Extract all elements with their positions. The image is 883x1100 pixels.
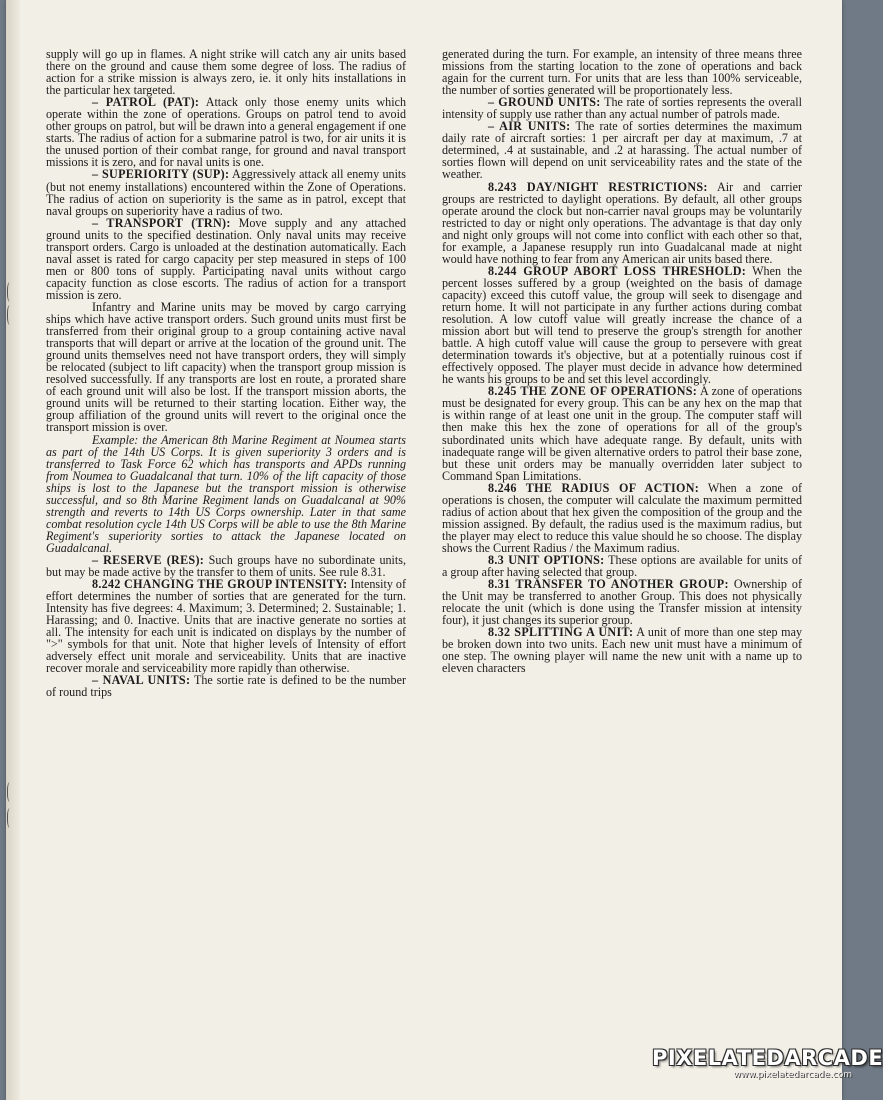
section-heading: 8.31 TRANSFER TO ANOTHER GROUP: <box>488 577 729 592</box>
rule-heading: – GROUND UNITS: <box>488 95 601 110</box>
section-8-32 <box>442 626 802 674</box>
section-text: Air and carrier groups are restricted to daylight operations. By default, all other groups operate around the clock but non-carrier naval groups may be voluntarily restricted to day or night only operations. The advantage is that day only and night only groups will not come into conflict with each other so that, for example, a Japanese resupply run into Guadalcanal made at night would have nothing to fear from any American air units based there. <box>442 179 802 266</box>
rule-heading: – PATROL (PAT): <box>92 95 200 110</box>
rule-heading: – NAVAL UNITS: <box>92 673 191 688</box>
rule-text: Aggressively attack all enemy units (but not enemy installations) encountered within the Zone of Operations. The radius of action on superiority is the same as in patrol, except that naval groups on superiority have a radius of two. <box>46 167 407 218</box>
staple-mark <box>7 808 14 828</box>
rule-heading: – SUPERIORITY (SUP): <box>92 167 230 182</box>
document-page <box>6 0 842 1100</box>
page-binding-edge <box>6 0 20 1100</box>
rule-text: The sortie rate is defined to be the number of round trips <box>46 673 406 700</box>
staple-mark <box>7 282 14 302</box>
section-8-246 <box>442 482 802 554</box>
section-8-244 <box>442 265 802 385</box>
rule-heading: – RESERVE (RES): <box>92 552 205 567</box>
rule-text: Move supply and any attached ground units to the specified destination. Only naval units may receive transport orders. Cargo is unloaded at the destination automatically. Each naval asset is rated for cargo capacity per step measured in steps of 100 men or 800 tons of supply. Participating naval units without cargo capacity function as close escorts. The radius of action for a transport mission is zero. <box>46 215 406 302</box>
staple-mark <box>7 782 14 802</box>
watermark-url: www.pixelatedarcade.com <box>733 1070 852 1080</box>
rule-text: Attack only those enemy units which operate within the zone of operations. Groups on patrol tend to avoid other groups on patrol, but will be drawn into a general engagement if one starts. The radius of action for a submarine patrol is two, for air units it is the unused portion of their combat range, for ground and naval transport missions it is zero, and for naval units is one. <box>46 95 406 170</box>
section-text: When the percent losses suffered by a group (weighted on the basis of damage capacity) exceed this cutoff value, the group will seek to disengage and return home. It will not participate in any further actions during combat resolution. A low cutoff value will greatly increase the chance of a mission abort but will tend to preserve the group's strength for another battle. A high cutoff value will cause the group to persevere with great determination towards it's objective, but at a potentially ruinous cost if effectively opposed. The player must decide in advance how determined he wants his groups to be and set this level accordingly. <box>442 263 802 387</box>
paragraph: supply will go up in flames. A night strike will catch any air units based there on the ground and cause them some degree of loss. The radius of action for a strike mission is always zero, ie. it only hits installations in the particular hex targeted. <box>46 47 406 98</box>
section-text: Intensity of effort determines the number of sorties that are generated for the turn. Intensity has five degrees: 4. Maximum; 3. Determined; 2. Sustainable; 1. Harassing; and 0. Inactive. Units that are inactive generate no sorties at all. The intensity for each unit is indicated on displays by the number of ">" symbols for that unit. Note that higher levels of Intensity of effort adversely effect unit morale and serviceability. Units that are inactive recover morale and serviceability more rapidly than otherwise. <box>46 577 406 676</box>
section-8-243 <box>442 181 802 265</box>
left-column <box>46 48 406 699</box>
section-text: These options are available for units of a group after having selected that group. <box>442 552 802 580</box>
section-8-242 <box>46 578 406 674</box>
section-8-3 <box>442 554 802 578</box>
section-heading: 8.246 THE RADIUS OF ACTION: <box>488 480 700 495</box>
watermark <box>652 1046 883 1080</box>
section-heading: 8.244 GROUP ABORT LOSS THRESHOLD: <box>488 263 747 278</box>
section-text: A unit of more than one step may be broken down into two units. Each new unit must have a minimum of one step. The owning player will name the new unit with a name up to eleven characters <box>442 625 802 676</box>
section-heading: 8.3 UNIT OPTIONS: <box>488 552 605 567</box>
paragraph: Infantry and Marine units may be moved by cargo carrying ships which have active transport orders. Such ground units must first be transferred from their original group to a group containing active naval transports that will depart or arrive at the location of the ground unit. The ground units themselves need not have transport orders, they will simply be relocated (subject to lift capacity) when the transport group mission is resolved successfully. If any transports are lost en route, a prorated share of each ground unit will also be lost. If the transport mission aborts, the ground units will be returned to their starting location. Either way, the group affiliation of the ground units will revert to the original once the transport mission is over. <box>46 299 406 435</box>
transport-rule <box>46 217 406 301</box>
section-text: A zone of operations must be designated for every group. This can be any hex on the map that is within range of at least one unit in the group. The computer staff will then make this hex the zone of operations for all of the group's subordinated units which have adequate range. By default, units with inadequate range will be given alternative orders to patrol their base zone, but these unit orders may be manually overridden later subject to Command Span Limitations. <box>442 384 802 483</box>
air-units-rule <box>442 120 802 180</box>
rule-heading: – TRANSPORT (TRN): <box>92 215 231 230</box>
rule-heading: – AIR UNITS: <box>488 119 571 134</box>
section-heading: 8.243 DAY/NIGHT RESTRICTIONS: <box>488 179 708 194</box>
staple-mark <box>7 305 14 325</box>
section-text: When a zone of operations is chosen, the computer will calculate the maximum permitted radius of action about that hex given the composition of the group and the mission assigned. By default, the radius used is the maximum radius, but the player may elect to reduce this value should he so choose. The display shows the Current Radius / the Maximum radius. <box>442 480 802 555</box>
patrol-rule <box>46 96 406 168</box>
section-heading: 8.242 CHANGING THE GROUP INTENSITY: <box>92 577 348 592</box>
section-heading: 8.32 SPLITTING A UNIT: <box>488 625 634 640</box>
ground-units-rule <box>442 96 802 120</box>
reserve-rule <box>46 554 406 578</box>
example-paragraph: Example: the American 8th Marine Regiment at Noumea starts as part of the 14th US Corps. It is given superiority 3 orders and is transferred to Task Force 62 which has transports and APDs running from Noumea to Guadalcanal that turn. 10% of the lift capacity of those ships is lost to the Japanese but the transport mission is otherwise successful, and so 8th Marine Regiment lands on Guadalcanal at 90% strength and reverts to 14th US Corps ownership. Later in that same combat resolution cycle 14th US Corps will be able to use the 8th Marine Regiment's superiority sorties to attack the Japanese located on Guadalcanal. <box>46 432 406 555</box>
section-8-245 <box>442 385 802 481</box>
section-8-31 <box>442 578 802 626</box>
section-text: Ownership of the Unit may be transferred to another Group. This does not physically relocate the unit (which is done using the Transfer mission at intensity four), it just changes its superior group. <box>442 577 802 628</box>
superiority-rule <box>46 168 406 216</box>
paragraph: generated during the turn. For example, an intensity of three means three missions from the starting location to the zone of operations and back again for the current turn. For units that are less than 100% serviceable, the number of sorties generated will be proportionately less. <box>442 47 802 98</box>
rule-text: Such groups have no subordinate units, but may be made active by the transfer to them of units. See rule 8.31. <box>46 552 407 580</box>
rule-text: The rate of sorties represents the overall intensity of supply use rather than any actual number of patrols made. <box>442 95 802 122</box>
rule-text: The rate of sorties determines the maximum daily rate of aircraft sorties: 1 per aircraft per day at maximum, .7 at determined, .4 at sustainable, and .2 at harassing. The actual number of sorties flown will depend on unit serviceability rates and the state of the weather. <box>442 119 802 182</box>
watermark-logo-text: PIXELATEDARCADE <box>652 1046 883 1070</box>
naval-units-rule <box>46 674 406 698</box>
right-column <box>442 48 802 674</box>
section-heading: 8.245 THE ZONE OF OPERATIONS: <box>488 384 698 399</box>
